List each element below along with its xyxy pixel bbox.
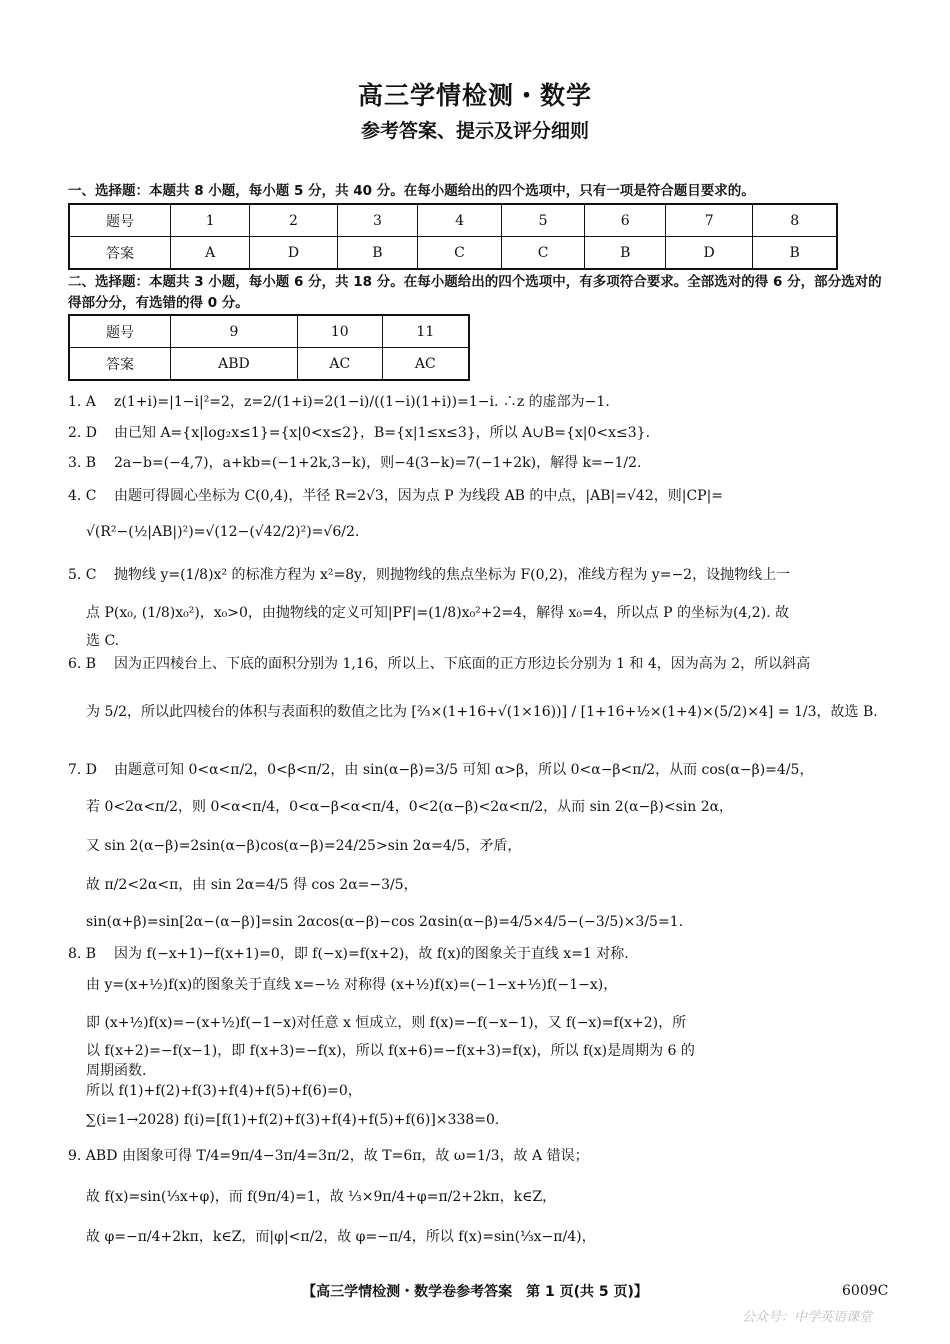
table-cell: B [753, 237, 837, 270]
row-label: 答案 [69, 237, 171, 270]
section1-description: 一、选择题：本题共 8 小题，每小题 5 分，共 40 分。在每小题给出的四个选项中，只有一项是符合题目要求的。 [68, 183, 755, 199]
table-cell: 7 [666, 204, 753, 237]
solution-line: 周期函数. [86, 1063, 147, 1079]
solution-line: 2a−b=(−4,7)，a+kb=(−1+2k,3−k)，则−4(3−k)=7(−1+2k)，解得 k=−1/2. [114, 455, 642, 471]
table-cell: 2 [250, 204, 337, 237]
table-cell: 8 [753, 204, 837, 237]
document-code: 6009C [842, 1283, 889, 1299]
table-cell: 11 [382, 315, 469, 348]
solution-6 [68, 654, 888, 674]
row-label: 答案 [69, 348, 171, 381]
table-row [69, 204, 837, 237]
table-cell: C [501, 237, 585, 270]
solution-2 [68, 423, 888, 443]
table-cell: 6 [585, 204, 666, 237]
page-title: 高三学情检测・数学 [357, 81, 592, 110]
solution-number: 9. ABD [68, 1148, 118, 1164]
solution-line: 选 C. [86, 633, 120, 649]
table-row [69, 348, 469, 381]
page-subtitle: 参考答案、提示及评分细则 [360, 120, 589, 142]
solution-number: 7. D [68, 762, 98, 778]
solution-line: 抛物线 y=(1/8)x² 的标准方程为 x²=8y，则抛物线的焦点坐标为 F(0,2)，准线方程为 y=−2，设抛物线上一 [114, 567, 791, 583]
solution-line: 即 (x+½)f(x)=−(x+½)f(−1−x)对任意 x 恒成立，则 f(x)=−f(−x−1)，又 f(−x)=f(x+2)，所 [86, 1015, 687, 1031]
table-cell: 3 [337, 204, 418, 237]
table-cell: D [666, 237, 753, 270]
solution-line: 由题意可知 0<α<π/2，0<β<π/2，由 sin(α−β)=3/5 可知 α>β，所以 0<α−β<π/2，从而 cos(α−β)=4/5， [114, 762, 814, 778]
solution-line: 由题可得圆心坐标为 C(0,4)，半径 R=2√3，因为点 P 为线段 AB 的中点，|AB|=√42，则|CP|= [114, 488, 724, 504]
table-cell: A [171, 237, 250, 270]
solution-line: z(1+i)=|1−i|²=2，z=2/(1+i)=2(1−i)/((1−i)(1+i))=1−i. ∴z 的虚部为−1. [114, 394, 610, 410]
solution-4 [68, 486, 888, 506]
solution-3 [68, 453, 888, 473]
solution-line: 由已知 A={x|log₂x≤1}={x|0<x≤2}，B={x|1≤x≤3}，所以 A∪B={x|0<x≤3}. [114, 425, 651, 441]
solution-number: 8. B [68, 946, 97, 962]
solution-line: 又 sin 2(α−β)=2sin(α−β)cos(α−β)=24/25>sin 2α=4/5，矛盾， [86, 838, 522, 854]
solution-number: 3. B [68, 455, 97, 471]
solution-line: ∑(i=1→2028) f(i)=[f(1)+f(2)+f(3)+f(4)+f(5)+f(6)]×338=0. [86, 1112, 500, 1128]
solution-line: 因为正四棱台上、下底的面积分别为 1,16，所以上、下底面的正方形边长分别为 1 和 4，因为高为 2，所以斜高 [114, 656, 811, 672]
solution-5 [68, 565, 888, 585]
table-cell: B [337, 237, 418, 270]
table-cell: 10 [297, 315, 382, 348]
solution-line: √(R²−(½|AB|)²)=√(12−(√42/2)²)=√6/2. [86, 524, 360, 540]
table-row [69, 315, 469, 348]
solution-number: 6. B [68, 656, 97, 672]
solution-8 [68, 944, 888, 964]
solution-line: 故 φ=−π/4+2kπ，k∈Z，而|φ|<π/2，故 φ=−π/4，所以 f(x)=sin(⅓x−π/4)， [86, 1229, 596, 1245]
table-cell: 9 [171, 315, 298, 348]
solution-line: 所以 f(1)+f(2)+f(3)+f(4)+f(5)+f(6)=0， [86, 1083, 362, 1099]
solution-line: 故 f(x)=sin(⅓x+φ)，而 f(9π/4)=1，故 ⅓×9π/4+φ=π/2+2kπ，k∈Z， [86, 1189, 557, 1205]
solution-line: 以 f(x+2)=−f(x−1)，即 f(x+3)=−f(x)，所以 f(x+6)=−f(x+3)=f(x)，所以 f(x)是周期为 6 的 [86, 1043, 695, 1059]
page-footer: 【高三学情检测・数学卷参考答案 第 1 页(共 5 页)】 [302, 1284, 648, 1300]
table-cell: 4 [418, 204, 502, 237]
solution-number: 4. C [68, 488, 97, 504]
table-cell: D [250, 237, 337, 270]
section2-description: 二、选择题：本题共 3 小题，每小题 6 分，共 18 分。在每小题给出的四个选项中，有多项符合要求。全部选对的得 6 分，部分选对的得部分分，有选错的得 0 分。 [68, 274, 882, 311]
table-cell: 1 [171, 204, 250, 237]
solution-number: 2. D [68, 425, 98, 441]
solution-line: 故 π/2<2α<π，由 sin 2α=4/5 得 cos 2α=−3/5， [86, 877, 418, 893]
row-label: 题号 [69, 315, 171, 348]
solution-1 [68, 392, 888, 412]
table-cell: AC [382, 348, 469, 381]
solution-9 [68, 1146, 888, 1166]
solution-line: 因为 f(−x+1)−f(x+1)=0，即 f(−x)=f(x+2)，故 f(x)的图象关于直线 x=1 对称. [114, 946, 629, 962]
table-cell: C [418, 237, 502, 270]
solution-number: 5. C [68, 567, 97, 583]
table-row [69, 237, 837, 270]
table-cell: 5 [501, 204, 585, 237]
table-cell: B [585, 237, 666, 270]
solution-line: 由图象可得 T/4=9π/4−3π/4=3π/2，故 T=6π，故 ω=1/3，故 A 错误； [122, 1148, 589, 1164]
row-label: 题号 [69, 204, 171, 237]
table-cell: ABD [171, 348, 298, 381]
table-cell: AC [297, 348, 382, 381]
solution-line: 点 P(x₀, (1/8)x₀²)，x₀>0，由抛物线的定义可知|PF|=(1/8)x₀²+2=4，解得 x₀=4，所以点 P 的坐标为(4,2). 故 [86, 605, 790, 621]
section2-answer-table [68, 314, 470, 381]
solution-line: 由 y=(x+½)f(x)的图象关于直线 x=−½ 对称得 (x+½)f(x)=(−1−x+½)f(−1−x)， [86, 977, 618, 993]
solution-number: 1. A [68, 394, 96, 410]
section1-answer-table [68, 203, 838, 270]
solution-line: sin(α+β)=sin[2α−(α−β)]=sin 2αcos(α−β)−cos 2αsin(α−β)=4/5×4/5−(−3/5)×3/5=1. [86, 914, 684, 930]
solution-7 [68, 760, 888, 780]
watermark: 公众号：中学英语课堂 [742, 1310, 873, 1325]
solution-line: 若 0<2α<π/2，则 0<α<π/4，0<α−β<α<π/4，0<2(α−β)<2α<π/2，从而 sin 2(α−β)<sin 2α， [86, 799, 734, 815]
solution-line: 为 5/2，所以此四棱台的体积与表面积的数值之比为 [⅔×(1+16+√(1×16))] / [1+16+½×(1+4)×(5/2)×4] = 1/3，故选 B. [86, 704, 878, 720]
